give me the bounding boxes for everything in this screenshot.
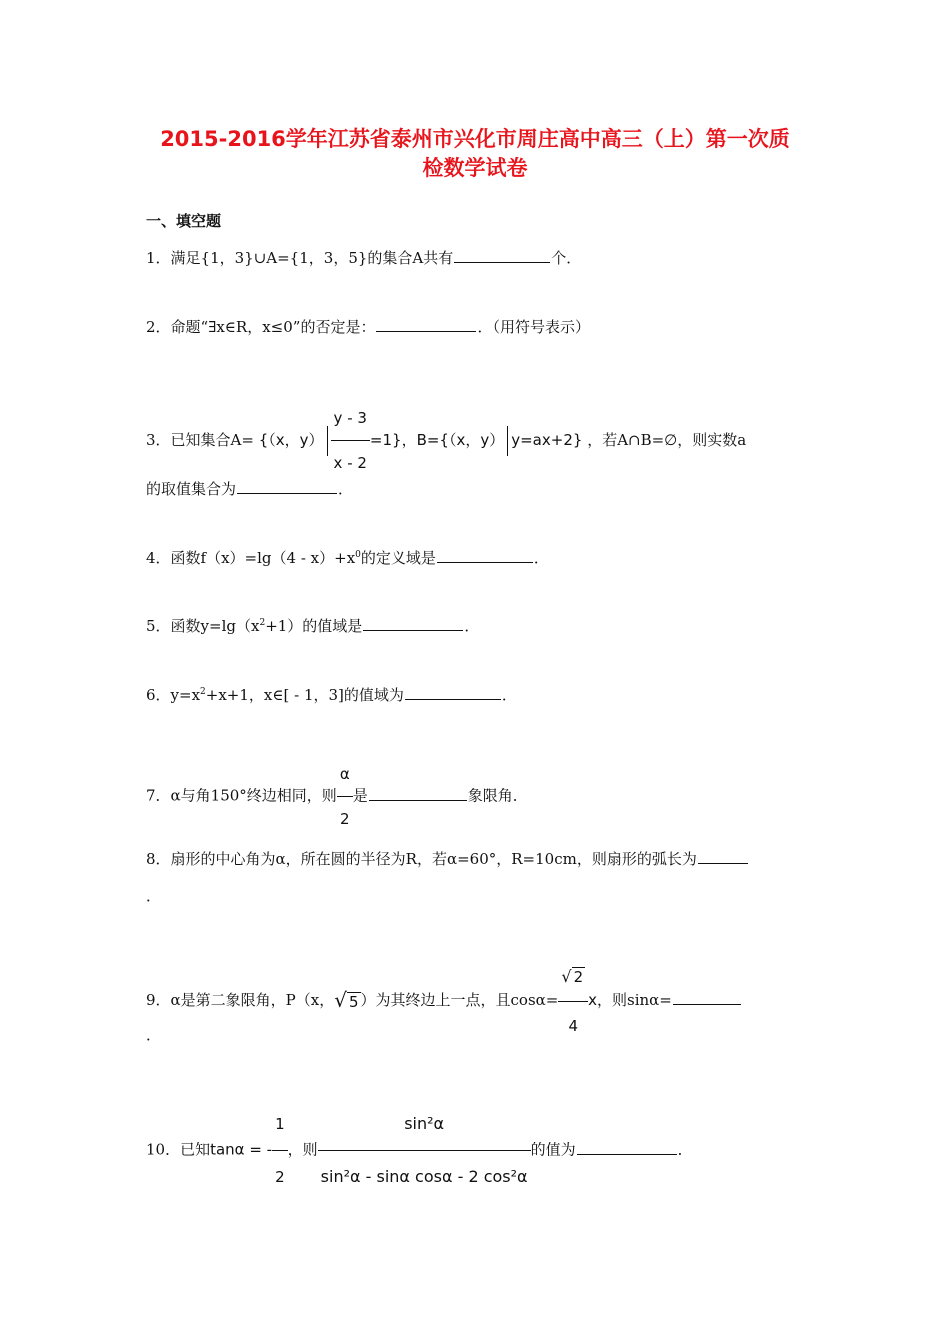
answer-blank-3[interactable] bbox=[237, 475, 337, 494]
set-a-fraction: $\frac{y - 3}{x - 2}$ bbox=[331, 396, 370, 485]
question-2-text: 2．命题“∃x∈R，x≤0”的否定是： bbox=[146, 318, 376, 336]
question-5: 5．函数$y=\lg(x^2+1)$的值域是 ． bbox=[146, 612, 479, 638]
answer-blank-7[interactable] bbox=[369, 782, 467, 801]
exam-title-line1: 2015-2016学年江苏省泰州市兴化市周庄高中高三（上）第一次质 bbox=[160, 127, 790, 151]
answer-blank-2[interactable] bbox=[376, 313, 476, 332]
answer-blank-1[interactable] bbox=[454, 244, 550, 263]
answer-blank-5[interactable] bbox=[363, 612, 463, 631]
question-3-text: 3．已知集合A= bbox=[146, 431, 254, 449]
question-2: 2．命题“∃x∈R，x≤0”的否定是： ．（用符号表示） bbox=[146, 313, 590, 339]
question-7: 7．α与角150°终边相同，则 $\frac{\alpha}{2}$ 是 象限角． bbox=[146, 752, 528, 841]
section-heading: 一、填空题 bbox=[146, 212, 222, 230]
answer-blank-6[interactable] bbox=[405, 681, 501, 700]
question-1: 1．满足{1，3}∪A={1，3，5}的集合A共有 个． bbox=[146, 244, 581, 270]
question-10: 10．已知tanα = - $\frac{1}{2}$ ，则 $\frac{\text{sin²α}}{\text{sin²α - sinα cosα - 2 cos²α}}$ 的值为 ． bbox=[146, 1098, 693, 1203]
cos-fraction: $\frac{√ 2}{4}$ bbox=[558, 952, 588, 1050]
question-9: 9．α是第二象限角，P（x，√ 5 ）为其终边上一点，且cosα= $\frac{√ 2}{4}$ x，则sinα= bbox=[146, 952, 742, 1050]
trig-expression-fraction: $\frac{\text{sin²α}}{\text{sin²α - sinα cosα - 2 cos²α}}$ bbox=[318, 1098, 531, 1203]
alpha-half-fraction: $\frac{\alpha}{2}$ bbox=[337, 752, 353, 841]
question-3: 3．已知集合A= {（x，y） $\frac{y - 3}{x - 2}$ =1}，B={（x，y） y=ax+2} ，若A∩B=∅，则实数a bbox=[146, 396, 746, 485]
answer-blank-9[interactable] bbox=[673, 986, 741, 1005]
sqrt-five: √ 5 bbox=[334, 987, 359, 1012]
question-8-end: ． bbox=[146, 887, 162, 905]
exam-title-line2: 检数学试卷 bbox=[422, 156, 528, 180]
question-8: 8．扇形的中心角为α，所在圆的半径为R，若α=60°，R=10cm，则扇形的弧长为 bbox=[146, 845, 749, 871]
set-a-expression: {（x，y） $\frac{y - 3}{x - 2}$ =1}，B={（x，y） y=ax+2} bbox=[259, 431, 587, 449]
tan-fraction: $\frac{1}{2}$ bbox=[272, 1098, 288, 1203]
answer-blank-10[interactable] bbox=[577, 1136, 677, 1155]
question-6: 6．$y=x^2+x+1$，x∈[ - 1，3]的值域为 ． bbox=[146, 681, 517, 707]
question-4: 4．函数$f(x)=\lg(4 - x)+x^0$的定义域是 ． bbox=[146, 544, 549, 570]
answer-blank-8[interactable] bbox=[698, 845, 748, 864]
question-1-text: 1．满足{1，3}∪A={1，3，5}的集合A共有 bbox=[146, 249, 454, 267]
question-9-end: ． bbox=[146, 1026, 162, 1044]
answer-blank-4[interactable] bbox=[437, 544, 533, 563]
question-3-cont: 的取值集合为 ． bbox=[146, 475, 353, 501]
